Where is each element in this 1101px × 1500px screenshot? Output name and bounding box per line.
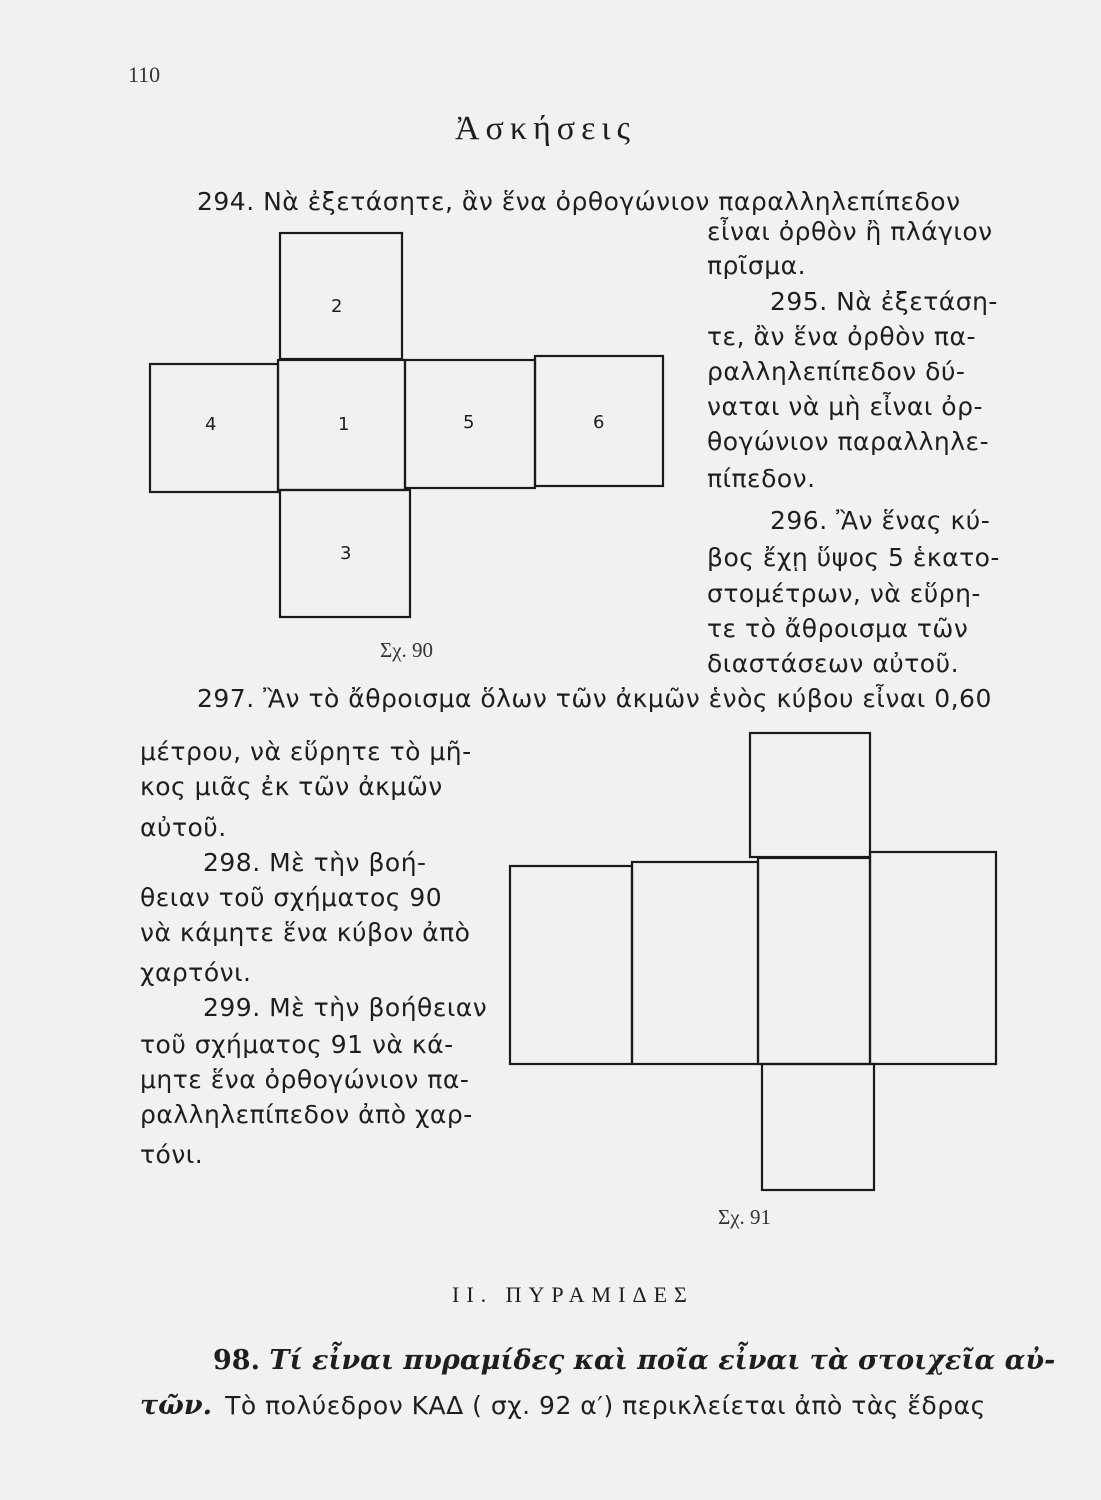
exercise-296-line-2: βος ἔχῃ ὕψος 5 ἑκατο- (707, 543, 1000, 572)
figure-90-caption: Σχ. 90 (380, 638, 434, 662)
exercise-294-line-3: πρῖσμα. (707, 251, 807, 280)
paragraph-98-title-part1: Τί εἶναι πυραμίδες καὶ ποῖα εἶναι τὰ στοιχεῖα αὐ- (269, 1345, 1056, 1376)
figure-90-label-2: 2 (331, 296, 343, 317)
paragraph-98-title-part2: τῶν. (140, 1390, 213, 1421)
page-number: 110 (128, 62, 161, 87)
figure-90-label-5: 5 (463, 412, 475, 433)
exercise-299-line-2: τοῦ σχήματος 91 νὰ κά- (140, 1030, 454, 1059)
net-top-face (750, 733, 870, 857)
figure-91-caption: Σχ. 91 (718, 1205, 772, 1229)
paragraph-98-number: 98. (213, 1345, 260, 1376)
section-title: Ἀσκήσεις (455, 110, 637, 147)
figure-90-label-3: 3 (340, 543, 352, 564)
exercise-297-line-4: αὐτοῦ. (140, 813, 227, 842)
exercise-298-line-2: θειαν τοῦ σχήματος 90 (140, 883, 443, 912)
exercise-299-line-4: ραλληλεπίπεδον ἀπὸ χαρ- (140, 1100, 473, 1129)
figure-90-label-1: 1 (338, 414, 350, 435)
paragraph-98-second-line (140, 1390, 986, 1421)
paragraph-98-title (213, 1345, 1055, 1376)
exercise-295-line-1: 295. Νὰ ἐξετάση- (770, 287, 998, 316)
net-right-end-face (870, 852, 996, 1064)
exercise-298-line-3: νὰ κάμητε ἕνα κύβον ἀπὸ (140, 918, 471, 947)
exercise-295-line-3: ραλληλεπίπεδον δύ- (707, 357, 966, 386)
exercise-294-line-2: εἶναι ὀρθὸν ἢ πλάγιον (707, 217, 993, 246)
exercise-299-line-1: 299. Μὲ τὴν βοήθειαν (203, 993, 488, 1022)
net-side-face (632, 862, 758, 1064)
exercise-295-line-4: ναται νὰ μὴ εἶναι ὀρ- (707, 392, 983, 421)
exercise-295-line-5: θογώνιον παραλληλε- (707, 427, 990, 456)
exercise-297-line-1: 297. Ἂν τὸ ἄθροισμα ὅλων τῶν ἀκμῶν ἑνὸς κύβου εἶναι 0,60 (197, 684, 992, 713)
exercise-295-line-6: πίπεδον. (707, 464, 816, 493)
exercise-296-line-4: τε τὸ ἄθροισμα τῶν (707, 614, 969, 643)
exercise-296-line-5: διαστάσεων αὐτοῦ. (707, 649, 960, 678)
paragraph-98-text: Τὸ πολύεδρον ΚΑΔ ( σχ. 92 α′) περικλείεται ἀπὸ τὰς ἕδρας (225, 1391, 986, 1420)
net-base-face (758, 858, 870, 1064)
exercise-298-line-4: χαρτόνι. (140, 958, 252, 987)
net-bottom-face (762, 1064, 874, 1190)
exercise-294-line-1: 294. Νὰ ἐξετάσητε, ἂν ἕνα ὀρθογώνιον παραλληλεπίπεδον (197, 187, 961, 216)
exercise-299-line-5: τόνι. (140, 1140, 204, 1169)
net-left-end-face (510, 866, 632, 1064)
chapter-heading: ΙΙ. ΠΥΡΑΜΙΔΕΣ (452, 1282, 694, 1307)
figure-90-label-4: 4 (205, 414, 217, 435)
figure-90-label-6: 6 (593, 412, 605, 433)
exercise-298-line-1: 298. Μὲ τὴν βοή- (203, 848, 427, 877)
exercise-297-line-2: μέτρου, νὰ εὕρητε τὸ μῆ- (140, 737, 472, 766)
exercise-297-line-3: κος μιᾶς ἐκ τῶν ἀκμῶν (140, 772, 443, 801)
exercise-295-line-2: τε, ἂν ἕνα ὀρθὸν πα- (707, 322, 976, 351)
exercise-299-line-3: μητε ἕνα ὀρθογώνιον πα- (140, 1065, 470, 1094)
exercise-296-line-1: 296. Ἂν ἕνας κύ- (770, 506, 991, 535)
exercise-296-line-3: στομέτρων, νὰ εὕρη- (707, 579, 981, 608)
